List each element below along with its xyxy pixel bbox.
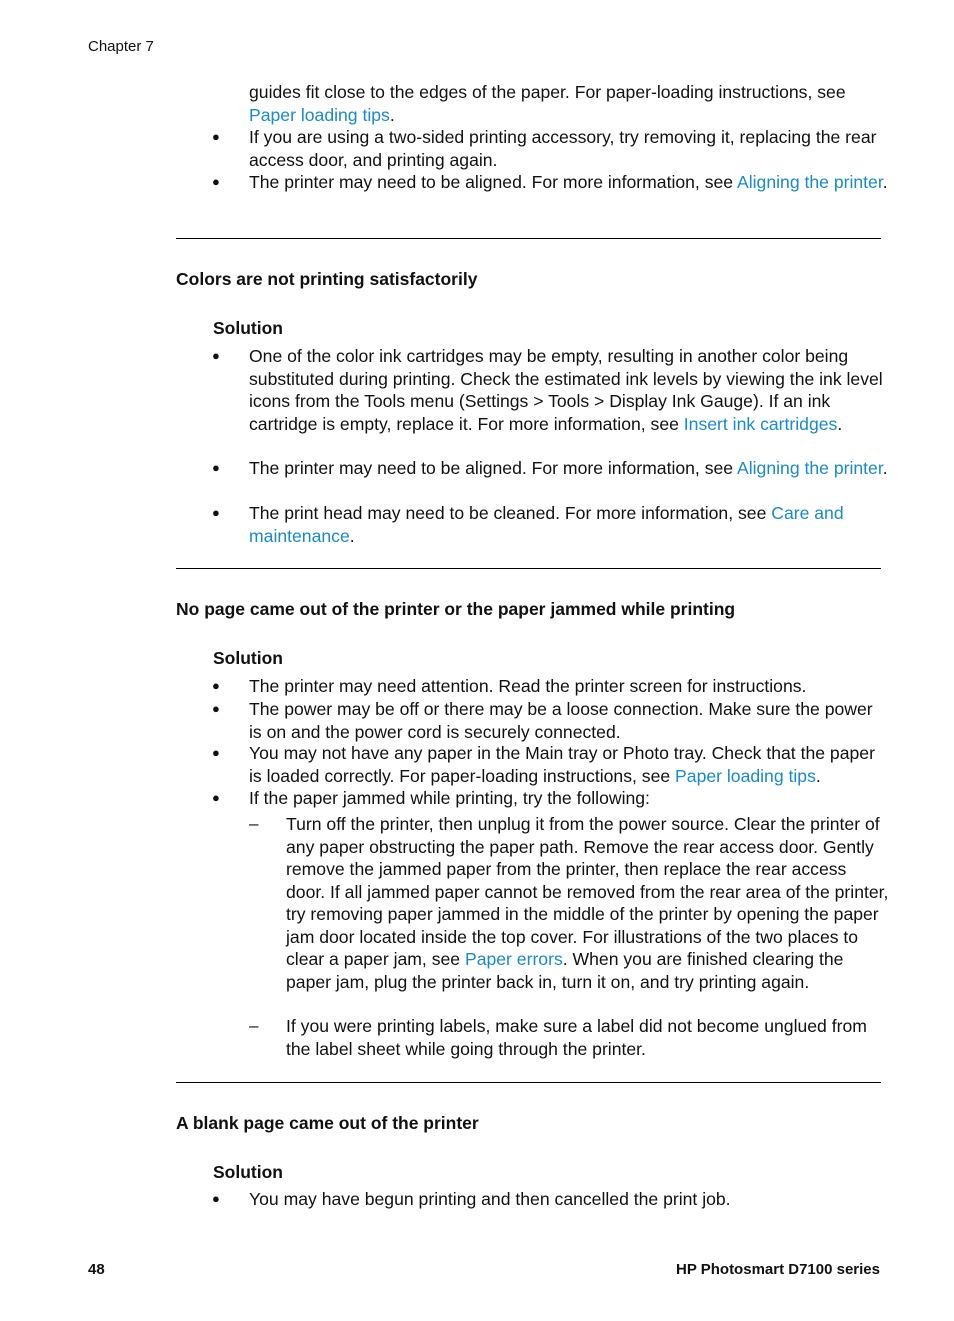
bullet-icon: ● [212, 678, 220, 693]
list-item: If you are using a two-sided printing accessory, try removing it, replacing the rear access door, and printing again. [249, 127, 877, 170]
chapter-label: Chapter 7 [88, 38, 154, 55]
list-item: You may not have any paper in the Main tray or Photo tray. Check that the paper is loaded correctly. For paper-loading instructions, see Paper loading tips. [249, 743, 875, 786]
sub-list-item: Turn off the printer, then unplug it from the power source. Clear the printer of any paper obstructing the paper path. Remove the rear access door. Gently remove the jammed paper from the printer, then replace the rear access door. If all jammed paper cannot be removed from the rear area of the printer, try removing paper jammed in the middle of the printer by opening the paper jam door located inside the top cover. For illustrations of the two places to clear a paper jam, see Paper errors. When you are finished clearing the paper jam, plug the printer back in, turn it on, and try printing again. [286, 814, 889, 992]
dash-icon: – [249, 1016, 259, 1035]
solution-label: Solution [213, 318, 283, 338]
list-item: One of the color ink cartridges may be empty, resulting in another color being substituted during printing. Check the estimated ink levels by viewing the ink level icons from the Tools menu (Settings > Tools > Display Ink Gauge). If an ink cartridge is empty, replace it. For more information, see Insert ink cartridges. [249, 346, 883, 434]
section-divider [176, 1082, 881, 1083]
section-divider [176, 238, 881, 239]
solution-label: Solution [213, 648, 283, 668]
aligning-printer-link[interactable]: Aligning the printer [737, 458, 883, 478]
bullet-icon: ● [212, 174, 220, 189]
paper-loading-tips-link[interactable]: Paper loading tips [249, 104, 390, 125]
list-item: If the paper jammed while printing, try the following: [249, 788, 650, 808]
insert-ink-cartridges-link[interactable]: Insert ink cartridges [683, 413, 838, 434]
section-heading: No page came out of the printer or the paper jammed while printing [176, 599, 736, 619]
list-item: The printer may need to be aligned. For more information, see Aligning the printer. [249, 458, 888, 478]
care-maintenance-link[interactable]: Care and maintenance [249, 503, 844, 546]
paper-loading-tips-link[interactable]: Paper loading tips [675, 765, 816, 786]
bullet-icon: ● [212, 129, 220, 144]
sub-list-item: If you were printing labels, make sure a label did not become unglued from the label sheet while going through the printer. [286, 1016, 867, 1059]
list-item: The power may be off or there may be a loose connection. Make sure the power is on and the power cord is securely connected. [249, 699, 873, 742]
section-divider [176, 568, 881, 569]
dash-icon: – [249, 814, 259, 833]
list-item: The printer may need attention. Read the printer screen for instructions. [249, 676, 807, 696]
footer-title: HP Photosmart D7100 series [676, 1261, 880, 1278]
list-item: The printer may need to be aligned. For more information, see Aligning the printer. [249, 172, 888, 192]
section-heading: Colors are not printing satisfactorily [176, 269, 478, 289]
bullet-icon: ● [212, 745, 220, 760]
solution-label: Solution [213, 1162, 283, 1182]
section-heading: A blank page came out of the printer [176, 1113, 479, 1133]
bullet-icon: ● [212, 505, 220, 520]
list-item: The print head may need to be cleaned. For more information, see Care and maintenance. [249, 503, 844, 546]
bullet-icon: ● [212, 348, 220, 363]
bullet-icon: ● [212, 460, 220, 475]
bullet-icon: ● [212, 1191, 220, 1206]
bullet-icon: ● [212, 790, 220, 805]
paper-errors-link[interactable]: Paper errors [464, 949, 563, 969]
aligning-printer-link[interactable]: Aligning the printer [737, 172, 883, 192]
page-number: 48 [88, 1261, 105, 1278]
list-item: You may have begun printing and then cancelled the print job. [249, 1189, 731, 1209]
intro-continued-paragraph: guides fit close to the edges of the paper. For paper-loading instructions, see Paper loading tips. [249, 82, 846, 125]
bullet-icon: ● [212, 701, 220, 716]
